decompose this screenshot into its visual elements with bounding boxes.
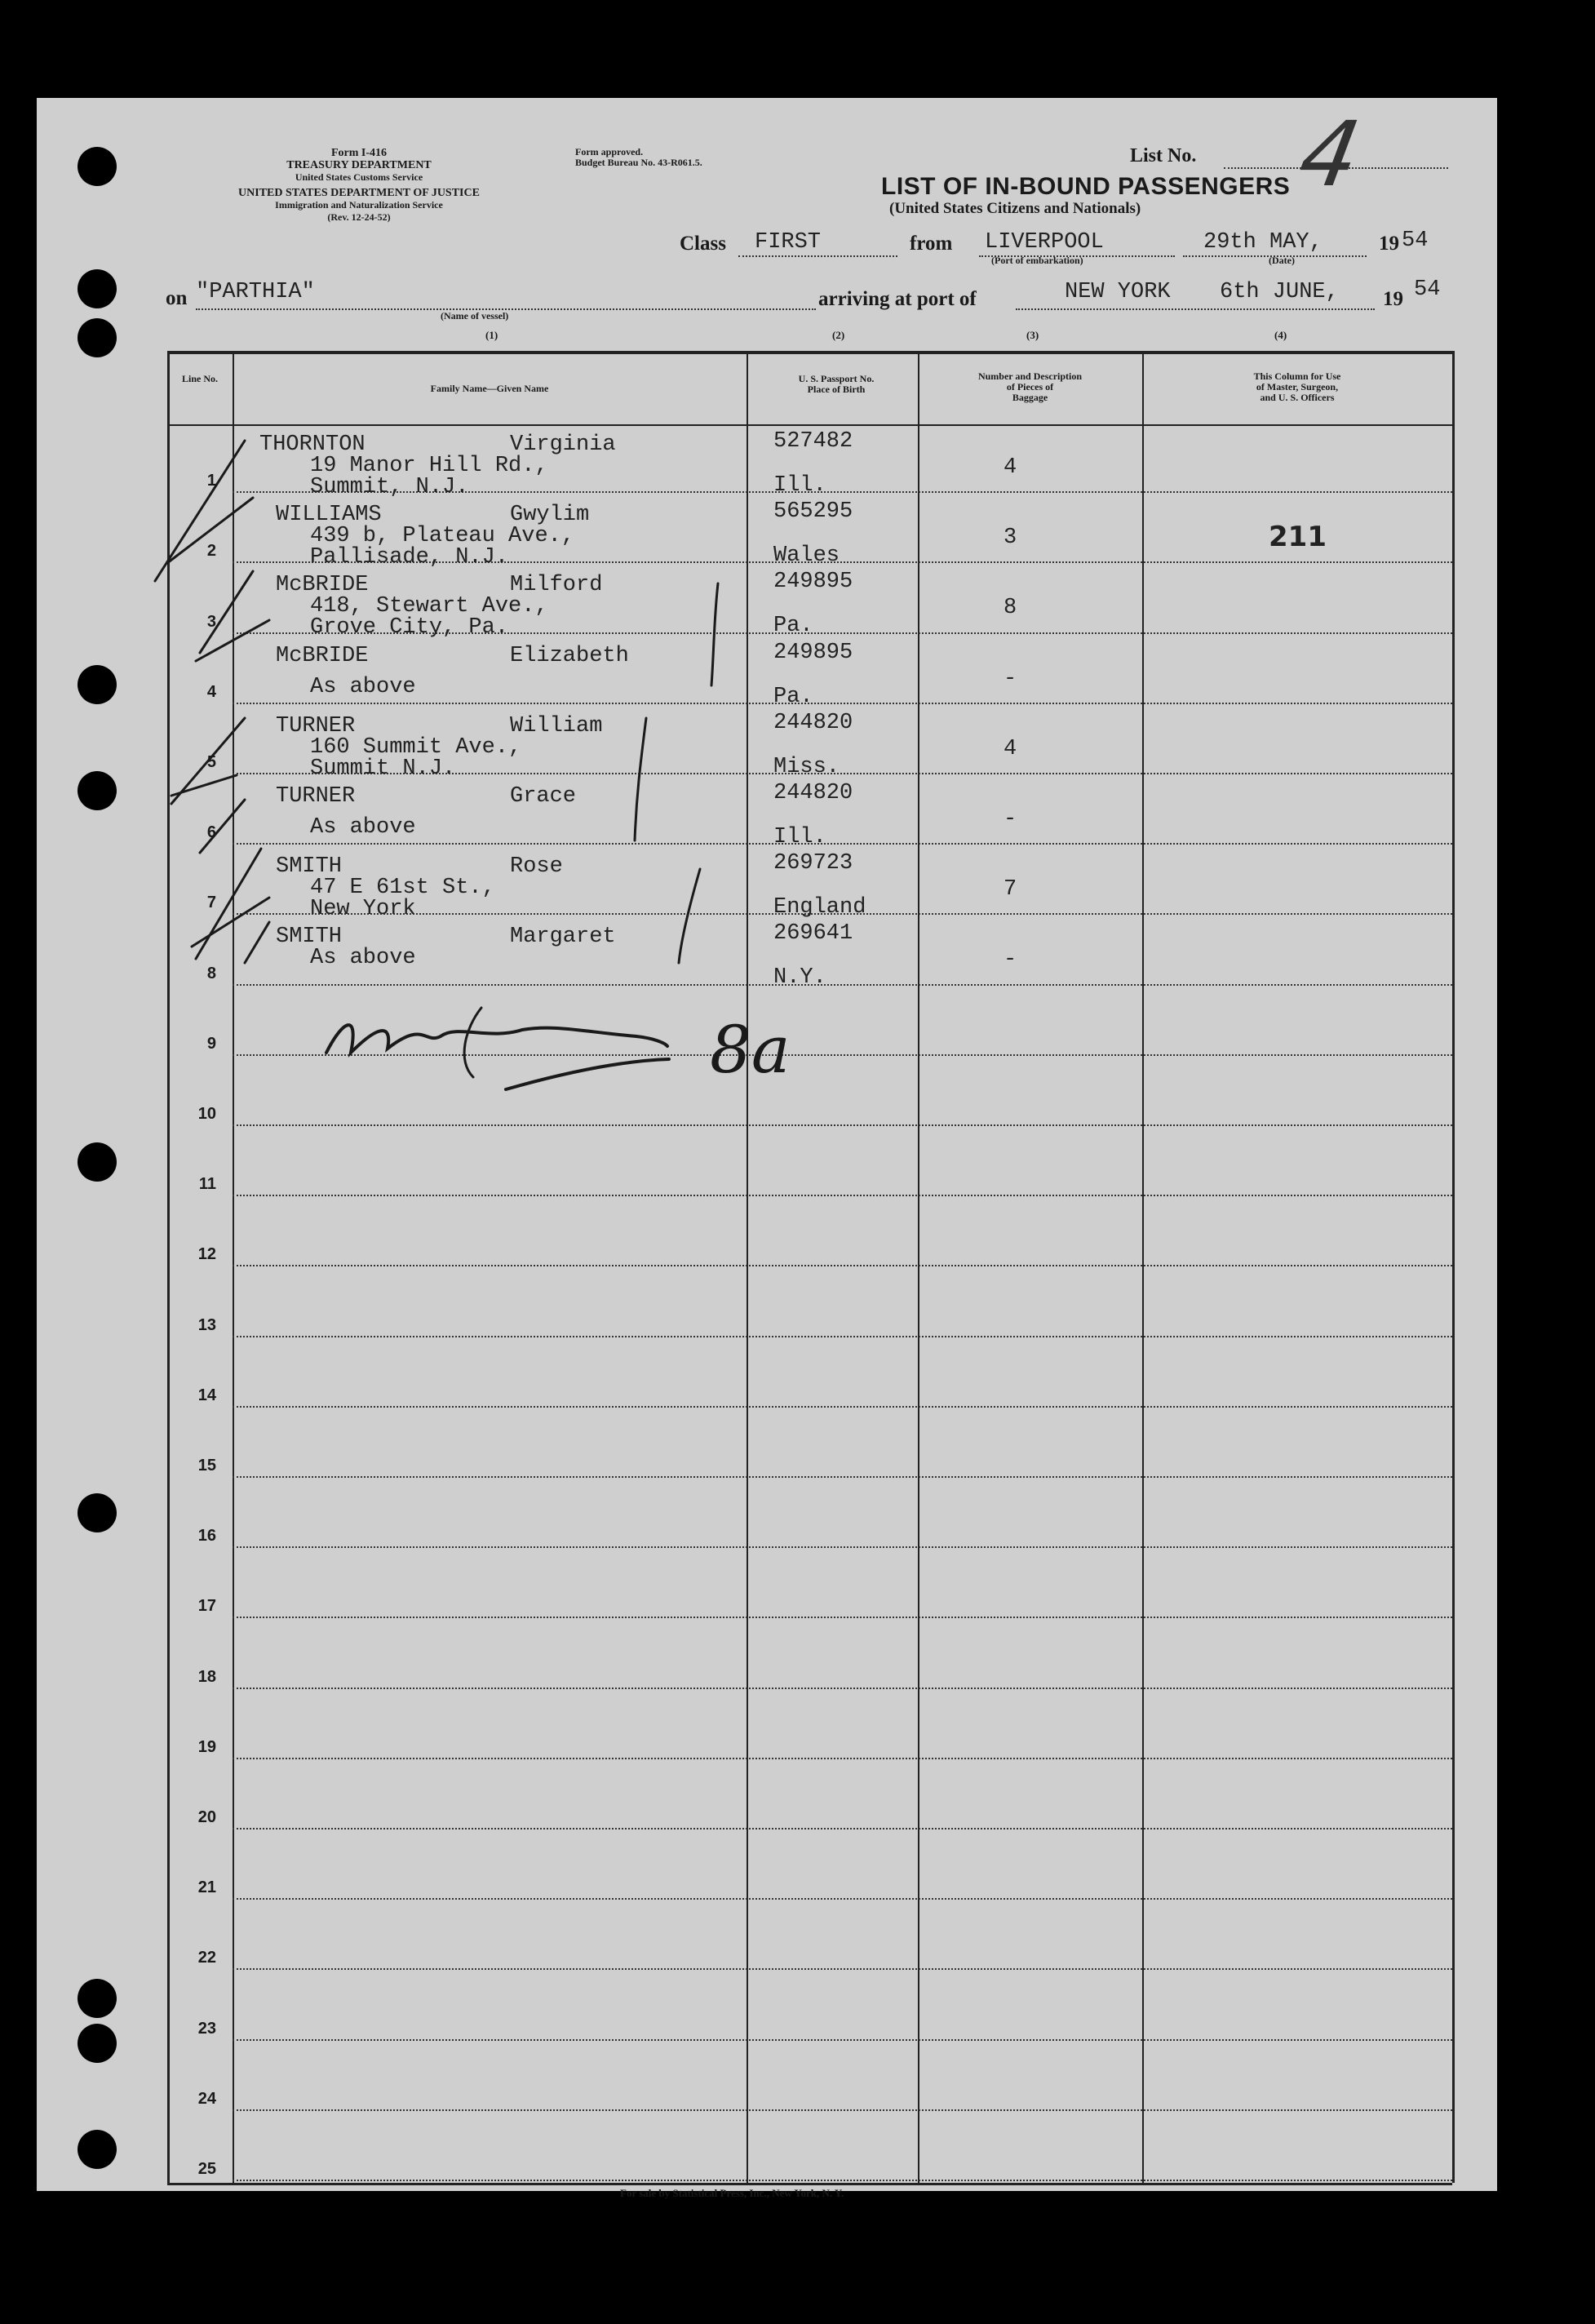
baggage-header-line2: of Pieces of (1006, 381, 1054, 393)
row-number: 21 (197, 1878, 216, 1897)
baggage-count: 8 (1004, 596, 1017, 621)
baggage-count: 3 (1004, 526, 1017, 551)
given-name: Rose (510, 854, 563, 880)
check-mark (171, 775, 237, 796)
arrival-year: 54 (1414, 277, 1441, 302)
justice-dept: UNITED STATES DEPARTMENT OF JUSTICE (238, 187, 480, 199)
address-line: Grove City, Pa. (310, 615, 509, 641)
form-title: LIST OF IN-BOUND PASSENGERS (881, 173, 1291, 200)
row-number: 1 (206, 472, 216, 490)
budget-bureau: Budget Bureau No. 43-R061.5. (575, 157, 702, 168)
signature (326, 1025, 667, 1053)
officers-header-line1: This Column for Use (1253, 370, 1341, 382)
form-number: Form I-416 (330, 147, 388, 159)
col-3-number: (3) (1026, 329, 1039, 341)
address-line: As above (310, 674, 416, 699)
baggage-header-line1: Number and Description (977, 370, 1083, 382)
family-name: WILLIAMS (276, 503, 382, 528)
embark-year: 54 (1402, 228, 1429, 253)
family-name: McBRIDE (276, 573, 369, 598)
arriving-label: arriving at port of (818, 288, 977, 310)
form-approved: Form approved. (575, 146, 644, 157)
passport-number: 527482 (773, 429, 853, 454)
baggage-header-line3: Baggage (1012, 392, 1048, 403)
embark-caption: (Port of embarkation) (991, 255, 1083, 266)
officer-note: 211 (1269, 521, 1327, 554)
form-revision: (Rev. 12-24-52) (327, 211, 391, 223)
place-of-birth: Miss. (773, 754, 840, 779)
baggage-count: - (1004, 947, 1017, 973)
passport-number: 269723 (773, 851, 853, 876)
check-mark (196, 849, 261, 959)
given-name: Grace (510, 784, 577, 809)
row-number: 20 (197, 1808, 216, 1826)
arrival-date: 6th JUNE, (1220, 280, 1339, 304)
given-name: Milford (510, 573, 603, 598)
passport-number: 244820 (773, 710, 853, 735)
family-name: TURNER (276, 713, 356, 738)
place-of-birth: N.Y. (773, 965, 826, 991)
row-number: 10 (197, 1105, 216, 1123)
list-no-label: List No. (1130, 145, 1197, 166)
family-name: McBRIDE (276, 643, 369, 668)
row-number: 16 (197, 1527, 216, 1546)
address-line: Pallisade, N.J. (310, 545, 509, 570)
check-mark (245, 922, 269, 963)
vessel-caption: (Name of vessel) (441, 310, 509, 322)
class-value: FIRST (755, 230, 822, 255)
address-line: Summit, N.J. (310, 475, 469, 499)
address-line: As above (310, 815, 416, 840)
baggage-count: - (1004, 807, 1017, 832)
place-of-birth: England (773, 895, 866, 920)
signature (506, 1059, 669, 1089)
row-number: 19 (197, 1737, 216, 1756)
year-prefix: 19 (1379, 233, 1399, 255)
passport-number: 269641 (773, 921, 853, 947)
signature-note: 8a (710, 1012, 791, 1088)
embark-port-value: LIVERPOOL (985, 230, 1104, 255)
row-number: 23 (197, 2019, 216, 2038)
check-mark (167, 498, 253, 563)
on-label: on (166, 287, 188, 309)
col-header-name: Family Name—Given Name (430, 383, 549, 394)
bracket-mark (635, 718, 646, 840)
passport-header-line1: U. S. Passport No. (798, 373, 875, 384)
given-name: William (510, 713, 603, 738)
passport-number: 244820 (773, 781, 853, 805)
vessel-name: "PARTHIA" (196, 280, 315, 304)
embark-date-value: 29th MAY, (1203, 230, 1323, 255)
printer-footer: For sale by Statistical Press, Inc., New York, N. Y. (620, 2187, 844, 2199)
check-mark (200, 800, 245, 853)
baggage-count: - (1004, 666, 1017, 691)
place-of-birth: Pa. (773, 684, 813, 709)
family-name: TURNER (276, 784, 356, 809)
row-number: 17 (197, 1597, 216, 1616)
form-subtitle: (United States Citizens and Nationals) (889, 200, 1141, 217)
baggage-count: 7 (1004, 877, 1017, 903)
given-name: Gwylim (510, 503, 590, 528)
treasury-dept: TREASURY DEPARTMENT (286, 159, 432, 171)
row-number: 11 (198, 1175, 216, 1194)
row-number: 18 (197, 1667, 216, 1686)
passport-number: 249895 (773, 640, 853, 665)
col-4-number: (4) (1274, 329, 1287, 341)
baggage-count: 4 (1004, 736, 1017, 761)
col-2-number: (2) (832, 329, 845, 341)
officers-header-line3: and U. S. Officers (1260, 392, 1335, 403)
place-of-birth: Wales (773, 543, 840, 569)
family-name: THORNTON (259, 432, 366, 457)
row-number: 13 (197, 1315, 216, 1334)
from-label: from (910, 233, 953, 255)
row-number: 5 (206, 753, 216, 771)
row-number: 14 (197, 1386, 216, 1404)
bracket-mark (711, 583, 718, 685)
passport-header-line2: Place of Birth (807, 384, 866, 395)
baggage-count: 4 (1004, 455, 1017, 480)
address-line: 418, Stewart Ave., (310, 594, 548, 619)
row-number: 2 (206, 542, 216, 561)
address-line: 19 Manor Hill Rd., (310, 454, 548, 478)
family-name: SMITH (276, 854, 343, 880)
given-name: Margaret (510, 925, 616, 950)
address-line: 439 b, Plateau Ave., (310, 524, 575, 549)
row-number: 24 (197, 2089, 216, 2108)
officers-header-line2: of Master, Surgeon, (1256, 381, 1339, 393)
row-number: 22 (197, 1949, 216, 1967)
row-number: 8 (206, 964, 216, 982)
row-number: 12 (197, 1245, 216, 1264)
list-no-value: 4 (1292, 102, 1368, 206)
passport-number: 565295 (773, 499, 853, 525)
place-of-birth: Ill. (773, 473, 826, 498)
arrival-port: NEW YORK (1065, 280, 1171, 304)
row-number: 15 (197, 1457, 216, 1475)
ins-service: Immigration and Naturalization Service (275, 199, 443, 211)
address-line: 160 Summit Ave., (310, 734, 522, 760)
row-number: 9 (206, 1034, 216, 1053)
address-line: 47 E 61st St., (310, 876, 495, 901)
row-number: 6 (206, 823, 216, 842)
address-line: New York (310, 897, 416, 922)
row-number: 4 (206, 682, 216, 701)
arrival-year-prefix: 19 (1383, 288, 1403, 310)
place-of-birth: Ill. (773, 825, 826, 849)
address-line: Summit N.J. (310, 756, 456, 781)
class-label: Class (680, 233, 726, 255)
col-1-number: (1) (485, 329, 498, 341)
family-name: SMITH (276, 925, 343, 950)
place-of-birth: Pa. (773, 614, 813, 639)
row-number: 7 (206, 894, 216, 912)
customs-service: United States Customs Service (295, 171, 423, 183)
check-mark (155, 441, 245, 581)
bracket-mark (679, 869, 700, 963)
address-line: As above (310, 946, 416, 971)
row-number: 25 (197, 2160, 216, 2178)
given-name: Elizabeth (510, 643, 629, 668)
check-mark (200, 571, 253, 653)
date-caption: (Date) (1269, 255, 1295, 266)
row-number: 3 (206, 612, 216, 631)
signature (464, 1008, 481, 1077)
col-header-line-no-text: Line No. (181, 373, 218, 384)
passport-number: 249895 (773, 570, 853, 595)
given-name: Virginia (510, 432, 616, 457)
